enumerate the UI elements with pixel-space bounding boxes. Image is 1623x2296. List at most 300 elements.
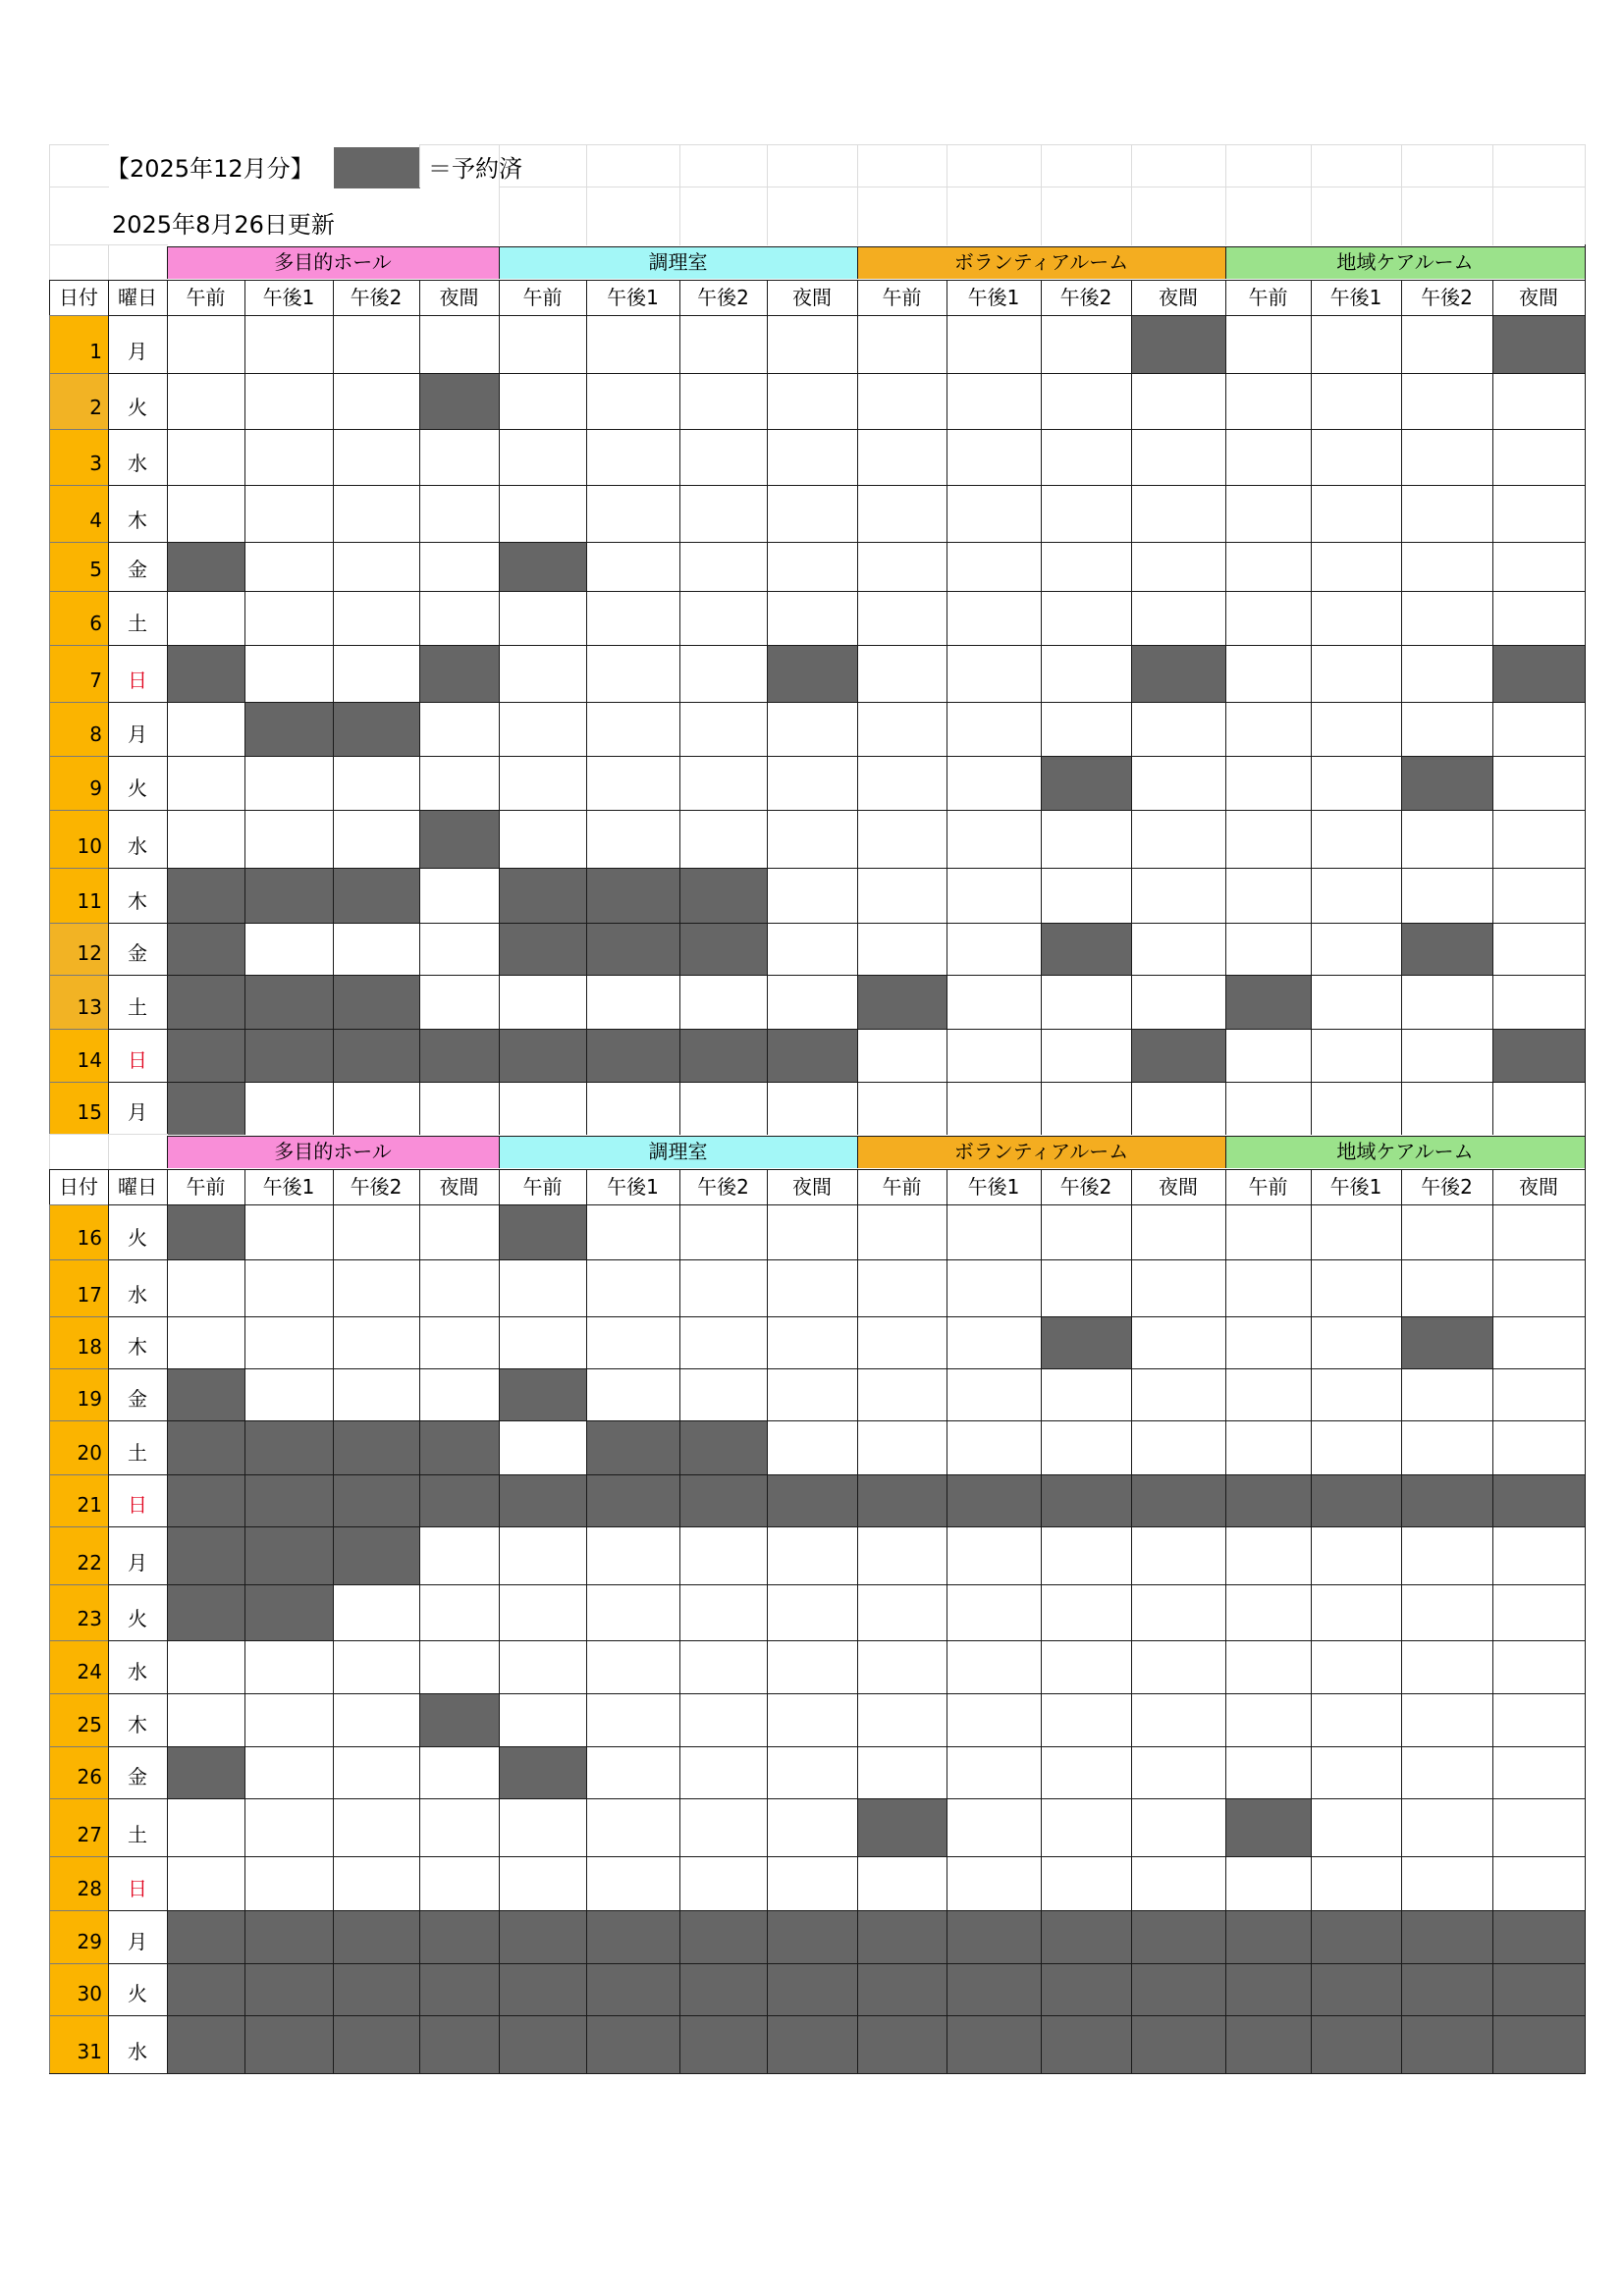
open-slot[interactable] bbox=[244, 373, 334, 430]
booked-slot[interactable] bbox=[167, 1746, 245, 1799]
open-slot[interactable] bbox=[857, 1640, 947, 1694]
booked-slot[interactable] bbox=[586, 1029, 680, 1083]
booked-slot[interactable] bbox=[767, 1029, 858, 1083]
booked-slot[interactable] bbox=[857, 1910, 947, 1964]
open-slot[interactable] bbox=[419, 1082, 500, 1135]
open-slot[interactable] bbox=[586, 542, 680, 592]
open-slot[interactable] bbox=[1311, 868, 1402, 924]
open-slot[interactable] bbox=[1225, 1368, 1312, 1421]
open-slot[interactable] bbox=[419, 1259, 500, 1317]
open-slot[interactable] bbox=[1131, 373, 1226, 430]
open-slot[interactable] bbox=[679, 756, 768, 811]
open-slot[interactable] bbox=[333, 373, 420, 430]
booked-slot[interactable] bbox=[767, 645, 858, 703]
open-slot[interactable] bbox=[1131, 1798, 1226, 1857]
open-slot[interactable] bbox=[947, 591, 1042, 646]
open-slot[interactable] bbox=[767, 1526, 858, 1585]
open-slot[interactable] bbox=[499, 702, 587, 757]
open-slot[interactable] bbox=[1401, 1204, 1493, 1260]
open-slot[interactable] bbox=[586, 1584, 680, 1641]
booked-slot[interactable] bbox=[1401, 756, 1493, 811]
open-slot[interactable] bbox=[333, 429, 420, 486]
open-slot[interactable] bbox=[679, 1526, 768, 1585]
open-slot[interactable] bbox=[333, 1204, 420, 1260]
booked-slot[interactable] bbox=[419, 1963, 500, 2016]
open-slot[interactable] bbox=[244, 1640, 334, 1694]
open-slot[interactable] bbox=[767, 756, 858, 811]
open-slot[interactable] bbox=[1492, 1259, 1586, 1317]
open-slot[interactable] bbox=[857, 1368, 947, 1421]
booked-slot[interactable] bbox=[947, 1963, 1042, 2016]
open-slot[interactable] bbox=[1225, 1640, 1312, 1694]
open-slot[interactable] bbox=[1311, 591, 1402, 646]
open-slot[interactable] bbox=[767, 702, 858, 757]
open-slot[interactable] bbox=[857, 1526, 947, 1585]
open-slot[interactable] bbox=[679, 1640, 768, 1694]
open-slot[interactable] bbox=[767, 485, 858, 543]
open-slot[interactable] bbox=[1311, 1204, 1402, 1260]
open-slot[interactable] bbox=[857, 645, 947, 703]
open-slot[interactable] bbox=[857, 1420, 947, 1475]
open-slot[interactable] bbox=[1041, 1204, 1132, 1260]
open-slot[interactable] bbox=[857, 1316, 947, 1369]
booked-slot[interactable] bbox=[1492, 645, 1586, 703]
open-slot[interactable] bbox=[499, 373, 587, 430]
open-slot[interactable] bbox=[333, 1082, 420, 1135]
open-slot[interactable] bbox=[244, 485, 334, 543]
open-slot[interactable] bbox=[419, 1746, 500, 1799]
open-slot[interactable] bbox=[499, 315, 587, 374]
open-slot[interactable] bbox=[1225, 1204, 1312, 1260]
open-slot[interactable] bbox=[947, 923, 1042, 976]
open-slot[interactable] bbox=[1311, 542, 1402, 592]
booked-slot[interactable] bbox=[419, 1474, 500, 1527]
open-slot[interactable] bbox=[167, 702, 245, 757]
open-slot[interactable] bbox=[679, 1082, 768, 1135]
open-slot[interactable] bbox=[244, 429, 334, 486]
open-slot[interactable] bbox=[947, 429, 1042, 486]
booked-slot[interactable] bbox=[244, 1910, 334, 1964]
open-slot[interactable] bbox=[1492, 1420, 1586, 1475]
open-slot[interactable] bbox=[1131, 1259, 1226, 1317]
open-slot[interactable] bbox=[679, 810, 768, 869]
open-slot[interactable] bbox=[586, 1640, 680, 1694]
booked-slot[interactable] bbox=[1131, 315, 1226, 374]
booked-slot[interactable] bbox=[1401, 923, 1493, 976]
open-slot[interactable] bbox=[1225, 1693, 1312, 1747]
open-slot[interactable] bbox=[419, 315, 500, 374]
open-slot[interactable] bbox=[1041, 1368, 1132, 1421]
booked-slot[interactable] bbox=[1401, 1474, 1493, 1527]
booked-slot[interactable] bbox=[1131, 1963, 1226, 2016]
booked-slot[interactable] bbox=[1131, 1474, 1226, 1527]
open-slot[interactable] bbox=[1311, 1526, 1402, 1585]
booked-slot[interactable] bbox=[419, 1693, 500, 1747]
open-slot[interactable] bbox=[419, 591, 500, 646]
open-slot[interactable] bbox=[333, 1368, 420, 1421]
open-slot[interactable] bbox=[767, 1316, 858, 1369]
open-slot[interactable] bbox=[499, 645, 587, 703]
open-slot[interactable] bbox=[1311, 1082, 1402, 1135]
booked-slot[interactable] bbox=[1131, 2015, 1226, 2074]
open-slot[interactable] bbox=[1401, 975, 1493, 1030]
open-slot[interactable] bbox=[419, 975, 500, 1030]
booked-slot[interactable] bbox=[167, 1526, 245, 1585]
open-slot[interactable] bbox=[857, 702, 947, 757]
open-slot[interactable] bbox=[1225, 1082, 1312, 1135]
open-slot[interactable] bbox=[1492, 1746, 1586, 1799]
open-slot[interactable] bbox=[1492, 702, 1586, 757]
open-slot[interactable] bbox=[1492, 1856, 1586, 1911]
open-slot[interactable] bbox=[333, 485, 420, 543]
open-slot[interactable] bbox=[1492, 1584, 1586, 1641]
open-slot[interactable] bbox=[947, 756, 1042, 811]
booked-slot[interactable] bbox=[679, 2015, 768, 2074]
open-slot[interactable] bbox=[1401, 591, 1493, 646]
open-slot[interactable] bbox=[857, 810, 947, 869]
open-slot[interactable] bbox=[767, 1082, 858, 1135]
open-slot[interactable] bbox=[1311, 756, 1402, 811]
open-slot[interactable] bbox=[679, 1746, 768, 1799]
booked-slot[interactable] bbox=[167, 1963, 245, 2016]
open-slot[interactable] bbox=[767, 868, 858, 924]
open-slot[interactable] bbox=[167, 1856, 245, 1911]
booked-slot[interactable] bbox=[333, 1474, 420, 1527]
open-slot[interactable] bbox=[1311, 1259, 1402, 1317]
open-slot[interactable] bbox=[333, 1259, 420, 1317]
open-slot[interactable] bbox=[333, 810, 420, 869]
open-slot[interactable] bbox=[333, 645, 420, 703]
open-slot[interactable] bbox=[499, 1640, 587, 1694]
open-slot[interactable] bbox=[167, 810, 245, 869]
booked-slot[interactable] bbox=[244, 1474, 334, 1527]
open-slot[interactable] bbox=[947, 645, 1042, 703]
open-slot[interactable] bbox=[167, 485, 245, 543]
open-slot[interactable] bbox=[586, 1798, 680, 1857]
open-slot[interactable] bbox=[244, 1082, 334, 1135]
open-slot[interactable] bbox=[1311, 373, 1402, 430]
open-slot[interactable] bbox=[1131, 1204, 1226, 1260]
booked-slot[interactable] bbox=[333, 1029, 420, 1083]
open-slot[interactable] bbox=[244, 923, 334, 976]
open-slot[interactable] bbox=[1492, 1082, 1586, 1135]
open-slot[interactable] bbox=[419, 923, 500, 976]
booked-slot[interactable] bbox=[167, 975, 245, 1030]
open-slot[interactable] bbox=[679, 1856, 768, 1911]
open-slot[interactable] bbox=[1492, 542, 1586, 592]
open-slot[interactable] bbox=[586, 591, 680, 646]
booked-slot[interactable] bbox=[679, 1029, 768, 1083]
open-slot[interactable] bbox=[1041, 868, 1132, 924]
open-slot[interactable] bbox=[767, 429, 858, 486]
open-slot[interactable] bbox=[167, 429, 245, 486]
open-slot[interactable] bbox=[1492, 485, 1586, 543]
open-slot[interactable] bbox=[1311, 1640, 1402, 1694]
open-slot[interactable] bbox=[333, 542, 420, 592]
open-slot[interactable] bbox=[1401, 542, 1493, 592]
open-slot[interactable] bbox=[499, 429, 587, 486]
open-slot[interactable] bbox=[419, 1526, 500, 1585]
booked-slot[interactable] bbox=[499, 1963, 587, 2016]
open-slot[interactable] bbox=[1225, 1029, 1312, 1083]
booked-slot[interactable] bbox=[499, 542, 587, 592]
booked-slot[interactable] bbox=[679, 1963, 768, 2016]
open-slot[interactable] bbox=[1492, 975, 1586, 1030]
open-slot[interactable] bbox=[586, 429, 680, 486]
open-slot[interactable] bbox=[1131, 868, 1226, 924]
open-slot[interactable] bbox=[1401, 1746, 1493, 1799]
open-slot[interactable] bbox=[586, 1693, 680, 1747]
open-slot[interactable] bbox=[767, 1204, 858, 1260]
open-slot[interactable] bbox=[767, 1259, 858, 1317]
open-slot[interactable] bbox=[1311, 1856, 1402, 1911]
booked-slot[interactable] bbox=[1311, 1474, 1402, 1527]
booked-slot[interactable] bbox=[1492, 1474, 1586, 1527]
booked-slot[interactable] bbox=[499, 1910, 587, 1964]
open-slot[interactable] bbox=[857, 1693, 947, 1747]
booked-slot[interactable] bbox=[857, 1963, 947, 2016]
open-slot[interactable] bbox=[1131, 1640, 1226, 1694]
open-slot[interactable] bbox=[1401, 1526, 1493, 1585]
open-slot[interactable] bbox=[947, 1029, 1042, 1083]
booked-slot[interactable] bbox=[167, 1082, 245, 1135]
booked-slot[interactable] bbox=[1401, 1316, 1493, 1369]
open-slot[interactable] bbox=[1492, 429, 1586, 486]
open-slot[interactable] bbox=[1311, 1029, 1402, 1083]
booked-slot[interactable] bbox=[499, 1746, 587, 1799]
open-slot[interactable] bbox=[333, 315, 420, 374]
open-slot[interactable] bbox=[1131, 810, 1226, 869]
booked-slot[interactable] bbox=[419, 2015, 500, 2074]
open-slot[interactable] bbox=[244, 315, 334, 374]
open-slot[interactable] bbox=[857, 1746, 947, 1799]
booked-slot[interactable] bbox=[499, 2015, 587, 2074]
open-slot[interactable] bbox=[1131, 485, 1226, 543]
open-slot[interactable] bbox=[1311, 645, 1402, 703]
open-slot[interactable] bbox=[244, 1204, 334, 1260]
open-slot[interactable] bbox=[679, 373, 768, 430]
open-slot[interactable] bbox=[1041, 429, 1132, 486]
booked-slot[interactable] bbox=[679, 1420, 768, 1475]
booked-slot[interactable] bbox=[1225, 1963, 1312, 2016]
booked-slot[interactable] bbox=[767, 1963, 858, 2016]
open-slot[interactable] bbox=[767, 591, 858, 646]
open-slot[interactable] bbox=[947, 1316, 1042, 1369]
open-slot[interactable] bbox=[244, 1746, 334, 1799]
booked-slot[interactable] bbox=[419, 810, 500, 869]
open-slot[interactable] bbox=[1041, 485, 1132, 543]
open-slot[interactable] bbox=[499, 1082, 587, 1135]
open-slot[interactable] bbox=[1401, 1082, 1493, 1135]
open-slot[interactable] bbox=[1311, 702, 1402, 757]
open-slot[interactable] bbox=[1311, 485, 1402, 543]
booked-slot[interactable] bbox=[244, 1963, 334, 2016]
booked-slot[interactable] bbox=[586, 868, 680, 924]
open-slot[interactable] bbox=[1041, 1640, 1132, 1694]
open-slot[interactable] bbox=[679, 1368, 768, 1421]
open-slot[interactable] bbox=[333, 1746, 420, 1799]
open-slot[interactable] bbox=[586, 756, 680, 811]
booked-slot[interactable] bbox=[419, 1910, 500, 1964]
booked-slot[interactable] bbox=[499, 1204, 587, 1260]
open-slot[interactable] bbox=[767, 373, 858, 430]
open-slot[interactable] bbox=[333, 591, 420, 646]
open-slot[interactable] bbox=[1311, 315, 1402, 374]
open-slot[interactable] bbox=[244, 1316, 334, 1369]
open-slot[interactable] bbox=[679, 975, 768, 1030]
booked-slot[interactable] bbox=[1311, 2015, 1402, 2074]
open-slot[interactable] bbox=[857, 591, 947, 646]
booked-slot[interactable] bbox=[419, 645, 500, 703]
booked-slot[interactable] bbox=[167, 1204, 245, 1260]
open-slot[interactable] bbox=[1492, 1526, 1586, 1585]
open-slot[interactable] bbox=[1225, 591, 1312, 646]
open-slot[interactable] bbox=[1492, 1204, 1586, 1260]
open-slot[interactable] bbox=[1225, 1526, 1312, 1585]
open-slot[interactable] bbox=[1041, 810, 1132, 869]
open-slot[interactable] bbox=[1492, 591, 1586, 646]
booked-slot[interactable] bbox=[333, 1420, 420, 1475]
booked-slot[interactable] bbox=[333, 702, 420, 757]
open-slot[interactable] bbox=[1225, 1584, 1312, 1641]
booked-slot[interactable] bbox=[1492, 1910, 1586, 1964]
booked-slot[interactable] bbox=[586, 1963, 680, 2016]
open-slot[interactable] bbox=[1401, 702, 1493, 757]
open-slot[interactable] bbox=[857, 923, 947, 976]
booked-slot[interactable] bbox=[167, 1029, 245, 1083]
open-slot[interactable] bbox=[419, 1798, 500, 1857]
open-slot[interactable] bbox=[1041, 702, 1132, 757]
open-slot[interactable] bbox=[1225, 1856, 1312, 1911]
open-slot[interactable] bbox=[586, 1526, 680, 1585]
open-slot[interactable] bbox=[947, 485, 1042, 543]
booked-slot[interactable] bbox=[499, 923, 587, 976]
open-slot[interactable] bbox=[947, 868, 1042, 924]
open-slot[interactable] bbox=[767, 1856, 858, 1911]
open-slot[interactable] bbox=[1225, 868, 1312, 924]
open-slot[interactable] bbox=[947, 1640, 1042, 1694]
open-slot[interactable] bbox=[1401, 1584, 1493, 1641]
open-slot[interactable] bbox=[857, 542, 947, 592]
open-slot[interactable] bbox=[244, 542, 334, 592]
open-slot[interactable] bbox=[947, 1526, 1042, 1585]
booked-slot[interactable] bbox=[1401, 1963, 1493, 2016]
booked-slot[interactable] bbox=[499, 1368, 587, 1421]
booked-slot[interactable] bbox=[1131, 1910, 1226, 1964]
open-slot[interactable] bbox=[333, 756, 420, 811]
open-slot[interactable] bbox=[499, 485, 587, 543]
open-slot[interactable] bbox=[1311, 975, 1402, 1030]
open-slot[interactable] bbox=[167, 1640, 245, 1694]
open-slot[interactable] bbox=[1131, 756, 1226, 811]
open-slot[interactable] bbox=[1311, 1746, 1402, 1799]
open-slot[interactable] bbox=[586, 1746, 680, 1799]
booked-slot[interactable] bbox=[167, 1584, 245, 1641]
open-slot[interactable] bbox=[1225, 1316, 1312, 1369]
open-slot[interactable] bbox=[947, 1798, 1042, 1857]
booked-slot[interactable] bbox=[333, 1910, 420, 1964]
open-slot[interactable] bbox=[1492, 756, 1586, 811]
open-slot[interactable] bbox=[1041, 1584, 1132, 1641]
booked-slot[interactable] bbox=[1311, 1910, 1402, 1964]
open-slot[interactable] bbox=[1225, 756, 1312, 811]
booked-slot[interactable] bbox=[1401, 2015, 1493, 2074]
booked-slot[interactable] bbox=[1041, 923, 1132, 976]
booked-slot[interactable] bbox=[167, 1910, 245, 1964]
open-slot[interactable] bbox=[244, 1259, 334, 1317]
booked-slot[interactable] bbox=[1041, 756, 1132, 811]
open-slot[interactable] bbox=[1492, 1640, 1586, 1694]
open-slot[interactable] bbox=[1131, 1316, 1226, 1369]
open-slot[interactable] bbox=[419, 756, 500, 811]
open-slot[interactable] bbox=[499, 810, 587, 869]
open-slot[interactable] bbox=[1492, 1798, 1586, 1857]
booked-slot[interactable] bbox=[679, 923, 768, 976]
open-slot[interactable] bbox=[767, 542, 858, 592]
open-slot[interactable] bbox=[1492, 1693, 1586, 1747]
open-slot[interactable] bbox=[857, 868, 947, 924]
open-slot[interactable] bbox=[586, 645, 680, 703]
booked-slot[interactable] bbox=[419, 1029, 500, 1083]
booked-slot[interactable] bbox=[1401, 1910, 1493, 1964]
open-slot[interactable] bbox=[1311, 429, 1402, 486]
booked-slot[interactable] bbox=[947, 1910, 1042, 1964]
open-slot[interactable] bbox=[767, 1640, 858, 1694]
booked-slot[interactable] bbox=[857, 1474, 947, 1527]
open-slot[interactable] bbox=[857, 315, 947, 374]
booked-slot[interactable] bbox=[499, 1029, 587, 1083]
open-slot[interactable] bbox=[1131, 1526, 1226, 1585]
open-slot[interactable] bbox=[1401, 1420, 1493, 1475]
open-slot[interactable] bbox=[499, 1693, 587, 1747]
booked-slot[interactable] bbox=[1041, 1316, 1132, 1369]
open-slot[interactable] bbox=[1041, 1420, 1132, 1475]
open-slot[interactable] bbox=[679, 1693, 768, 1747]
booked-slot[interactable] bbox=[167, 1474, 245, 1527]
open-slot[interactable] bbox=[857, 1856, 947, 1911]
open-slot[interactable] bbox=[499, 1316, 587, 1369]
open-slot[interactable] bbox=[167, 315, 245, 374]
booked-slot[interactable] bbox=[1041, 1910, 1132, 1964]
booked-slot[interactable] bbox=[333, 868, 420, 924]
open-slot[interactable] bbox=[1225, 315, 1312, 374]
open-slot[interactable] bbox=[1492, 373, 1586, 430]
open-slot[interactable] bbox=[1492, 1316, 1586, 1369]
open-slot[interactable] bbox=[586, 810, 680, 869]
open-slot[interactable] bbox=[1311, 1798, 1402, 1857]
open-slot[interactable] bbox=[586, 702, 680, 757]
booked-slot[interactable] bbox=[679, 1474, 768, 1527]
open-slot[interactable] bbox=[586, 1204, 680, 1260]
open-slot[interactable] bbox=[167, 1798, 245, 1857]
open-slot[interactable] bbox=[1225, 645, 1312, 703]
open-slot[interactable] bbox=[244, 810, 334, 869]
open-slot[interactable] bbox=[586, 1082, 680, 1135]
open-slot[interactable] bbox=[333, 1798, 420, 1857]
open-slot[interactable] bbox=[947, 1082, 1042, 1135]
open-slot[interactable] bbox=[1225, 485, 1312, 543]
open-slot[interactable] bbox=[419, 1584, 500, 1641]
open-slot[interactable] bbox=[767, 975, 858, 1030]
open-slot[interactable] bbox=[1131, 1856, 1226, 1911]
booked-slot[interactable] bbox=[419, 373, 500, 430]
open-slot[interactable] bbox=[1492, 810, 1586, 869]
open-slot[interactable] bbox=[767, 1420, 858, 1475]
open-slot[interactable] bbox=[333, 1640, 420, 1694]
open-slot[interactable] bbox=[947, 315, 1042, 374]
open-slot[interactable] bbox=[679, 1259, 768, 1317]
open-slot[interactable] bbox=[167, 756, 245, 811]
